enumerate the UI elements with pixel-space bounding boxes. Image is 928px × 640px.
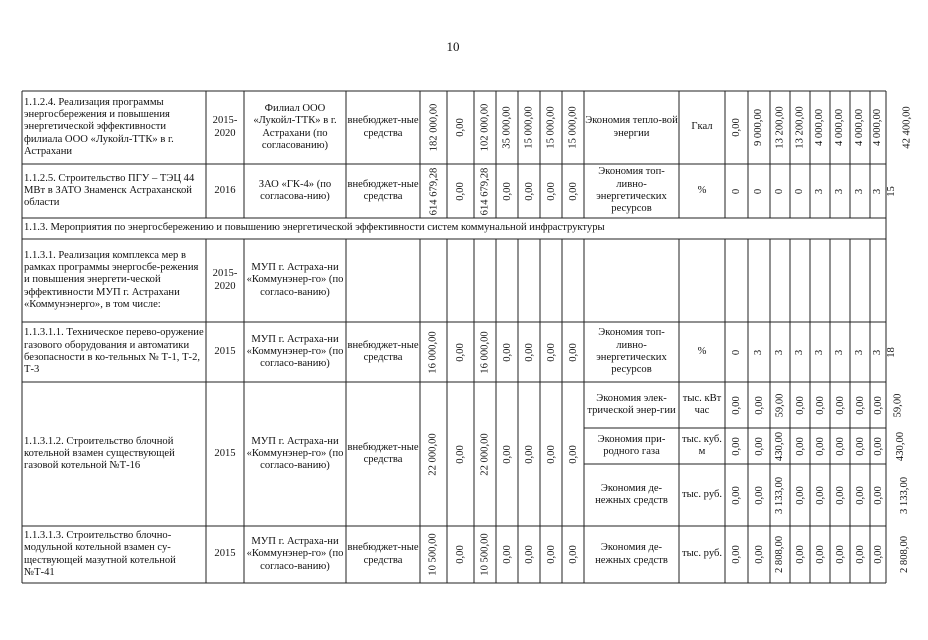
indicator-value-text: 4 000,00 — [872, 108, 884, 147]
funding-amount — [447, 91, 474, 164]
indicator-value — [810, 164, 830, 218]
indicator-unit: тыс. руб. — [681, 548, 723, 560]
indicator-value-text: 4 000,00 — [834, 108, 846, 147]
indicator-value-text: 3 — [814, 349, 826, 355]
indicator-value-text: 0 — [794, 188, 806, 194]
indicator-value — [830, 164, 850, 218]
indicator-unit: % — [697, 184, 707, 196]
indicator-value — [850, 322, 870, 382]
indicator-value-text: 430,00 — [895, 431, 907, 461]
funding-amount-text: 16 000,00 — [428, 330, 439, 374]
funding-source: внебюджет-ные средства — [347, 339, 419, 363]
funding-amount-text: 0,00 — [567, 545, 579, 564]
funding-amount — [540, 382, 562, 526]
funding-amount-text: 0,00 — [454, 181, 466, 201]
funding-amount — [562, 164, 584, 218]
funding-amount-text: 35 000,00 — [501, 106, 513, 149]
indicator-value — [886, 164, 897, 218]
indicator-value-text: 0,00 — [814, 395, 826, 415]
funding-amount-text: 15 000,00 — [545, 106, 557, 149]
funding-amount — [518, 526, 540, 583]
indicator-value — [886, 91, 928, 164]
indicator-value — [770, 164, 790, 218]
funding-amount-text: 15 000,00 — [567, 106, 579, 149]
indicator-name: Экономия топ-ливно-энергетических ресурсов — [596, 327, 667, 376]
section-heading: 1.1.3. Мероприятия по энергосбережению и повышению энергетической эффективности систем коммунальной инфраструктуры — [24, 222, 605, 234]
indicator-value-text: 0 — [730, 349, 742, 355]
funding-amount — [420, 91, 447, 164]
funding-amount — [562, 91, 584, 164]
indicator-value — [886, 322, 897, 382]
indicator-value-text: 430,00 — [774, 431, 786, 461]
funding-amount — [420, 322, 447, 382]
indicator-value-text: 0,00 — [814, 545, 826, 564]
funding-amount-text: 0,00 — [454, 545, 466, 564]
measure-period: 2015 — [214, 345, 236, 357]
indicator-value — [886, 526, 923, 583]
indicator-value — [790, 464, 810, 526]
measure-executor: МУП г. Астраха-ни «Коммунэнер-го» (по согласо-ванию) — [246, 435, 344, 472]
indicator-value-text: 0 — [730, 188, 742, 194]
indicator-value — [810, 382, 830, 428]
indicator-value-text: 4 000,00 — [814, 108, 826, 147]
indicator-value-text: 0,00 — [834, 545, 846, 564]
indicator-value-text: 0,00 — [794, 485, 806, 505]
indicator-value — [790, 428, 810, 464]
funding-amount-text: 614 679,28 — [428, 167, 440, 215]
funding-amount-text: 0,00 — [545, 342, 557, 362]
indicator-value-text: 2 808,00 — [899, 535, 911, 574]
measure-name: 1.1.3.1.2. Строительство блочной котельной взамен существующей газовой котельной №Т-16 — [24, 435, 175, 472]
funding-amount-text: 10 500,00 — [428, 533, 439, 576]
indicator-value — [870, 428, 886, 464]
indicator-value — [850, 464, 870, 526]
indicator-value-text: 0 — [753, 188, 765, 194]
funding-amount — [496, 382, 518, 526]
indicator-value-text: 0,00 — [730, 395, 742, 415]
indicator-value — [748, 526, 770, 583]
funding-source: внебюджет-ные средства — [347, 115, 419, 139]
indicator-value — [870, 91, 886, 164]
indicator-value — [770, 526, 790, 583]
indicator-value — [870, 164, 886, 218]
indicator-value — [886, 382, 910, 428]
indicator-value — [770, 382, 790, 428]
indicator-value-text: 3 — [774, 349, 786, 355]
measure-period: 2015 — [214, 548, 236, 560]
indicator-value — [850, 382, 870, 428]
indicator-value-text: 0,00 — [854, 395, 866, 415]
indicator-value — [748, 382, 770, 428]
funding-amount — [518, 382, 540, 526]
indicator-value — [790, 322, 810, 382]
funding-amount — [562, 322, 584, 382]
indicator-value — [870, 382, 886, 428]
funding-amount-text: 0,00 — [523, 181, 535, 201]
funding-amount — [420, 382, 447, 526]
indicator-value-text: 0,00 — [730, 436, 742, 456]
indicator-value — [850, 164, 870, 218]
indicator-value — [748, 164, 770, 218]
funding-source: внебюджет-ные средства — [347, 178, 419, 202]
funding-amount — [540, 526, 562, 583]
indicator-value-text: 0,00 — [730, 485, 742, 505]
funding-source: внебюджет-ные средства — [347, 441, 419, 465]
funding-amount-text: 0,00 — [523, 444, 535, 464]
indicator-value-text: 0,00 — [753, 485, 765, 505]
funding-amount-text: 0,00 — [545, 444, 557, 464]
indicator-value-text: 3 133,00 — [899, 476, 911, 514]
funding-amount-text: 0,00 — [454, 444, 466, 464]
measure-name: 1.1.2.4. Реализация программы энергосбережения и повышения энергетической эффективности филиала ООО «Лукойл-ТТК» в г. Астрахани — [24, 96, 174, 157]
indicator-unit: тыс. руб. — [681, 488, 723, 500]
indicator-value — [790, 526, 810, 583]
indicator-name: Экономия де-нежных средств — [595, 542, 668, 566]
indicator-unit: тыс. кВт час — [682, 392, 722, 416]
indicator-value-text: 0,00 — [814, 436, 826, 456]
indicator-value-text: 2 808,00 — [774, 535, 786, 574]
indicator-value-text: 0,00 — [814, 485, 826, 505]
indicator-value-text: 3 — [834, 188, 846, 194]
indicator-value — [770, 91, 790, 164]
funding-amount — [540, 164, 562, 218]
indicator-value — [810, 526, 830, 583]
indicator-value-text: 3 — [854, 188, 866, 194]
indicator-value — [886, 464, 923, 526]
funding-amount — [540, 322, 562, 382]
indicator-value-text: 3 — [814, 188, 826, 194]
indicator-value-text: 3 — [794, 349, 806, 355]
funding-amount — [420, 164, 447, 218]
indicator-value-text: 42 400,00 — [901, 106, 913, 149]
funding-amount-text: 10 500,00 — [479, 533, 491, 576]
funding-amount — [562, 382, 584, 526]
funding-amount-text: 182 000,00 — [428, 103, 440, 152]
measure-period: 2015 — [214, 447, 236, 459]
indicator-value-text: 0,00 — [794, 395, 806, 415]
indicator-value — [748, 91, 770, 164]
measure-period: 2016 — [214, 184, 236, 196]
indicator-value-text: 0,00 — [854, 436, 866, 456]
indicator-value-text: 0,00 — [753, 395, 765, 415]
indicator-value — [830, 322, 850, 382]
funding-amount-text: 0,00 — [501, 181, 513, 201]
funding-amount-text: 0,00 — [545, 545, 557, 564]
indicator-value-text: 13 200,00 — [794, 106, 806, 149]
indicator-value-text: 3 — [834, 349, 846, 355]
indicator-value-text: 18 — [885, 346, 897, 358]
indicator-value-text: 15 — [885, 185, 897, 197]
indicator-value — [830, 382, 850, 428]
funding-amount — [474, 164, 496, 218]
funding-amount — [518, 164, 540, 218]
indicator-value-text: 3 — [854, 349, 866, 355]
indicator-value-text: 0,00 — [834, 436, 846, 456]
page-number: 10 — [446, 39, 460, 54]
indicator-value — [748, 464, 770, 526]
funding-amount — [447, 164, 474, 218]
indicator-value — [886, 428, 915, 464]
measure-executor: Филиал ООО «Лукойл-ТТК» в г. Астрахани (по согласованию) — [253, 102, 337, 151]
funding-amount — [562, 526, 584, 583]
funding-amount — [518, 91, 540, 164]
indicator-value-text: 0,00 — [794, 545, 806, 564]
indicator-value-text: 0,00 — [854, 545, 866, 564]
indicator-value — [748, 428, 770, 464]
indicator-value — [725, 322, 748, 382]
funding-amount-text: 0,00 — [501, 444, 513, 464]
funding-amount — [518, 322, 540, 382]
measure-executor: МУП г. Астраха-ни «Коммунэнер-го» (по согласо-ванию) — [246, 536, 344, 572]
funding-amount-text: 16 000,00 — [479, 330, 491, 374]
funding-amount-text: 0,00 — [567, 181, 579, 201]
measure-executor: ЗАО «ГК-4» (по согласова-нию) — [258, 178, 332, 202]
indicator-value — [790, 382, 810, 428]
indicator-value — [790, 91, 810, 164]
indicator-value — [810, 428, 830, 464]
indicator-value-text: 13 200,00 — [774, 106, 786, 149]
funding-amount — [447, 526, 474, 583]
measure-period: 2015-2020 — [212, 115, 238, 139]
indicator-name: Экономия при-родного газа — [597, 433, 666, 457]
funding-amount-text: 15 000,00 — [523, 106, 535, 149]
indicator-value-text: 0,00 — [753, 436, 765, 456]
indicator-value — [830, 526, 850, 583]
funding-amount-text: 0,00 — [523, 545, 535, 564]
indicator-unit: тыс. куб. м — [682, 433, 722, 457]
indicator-value — [870, 526, 886, 583]
indicator-value-text: 0,00 — [872, 395, 884, 415]
indicator-value — [770, 428, 790, 464]
funding-amount-text: 0,00 — [501, 342, 513, 362]
measure-name: 1.1.2.5. Строительство ПГУ – ТЭЦ 44 МВт в ЗАТО Знаменск Астраханской области — [24, 172, 195, 209]
indicator-value-text: 0,00 — [794, 436, 806, 456]
funding-amount — [496, 322, 518, 382]
indicator-value-text: 0,00 — [834, 395, 846, 415]
funding-amount — [496, 91, 518, 164]
indicator-value-text: 3 133,00 — [774, 476, 786, 514]
indicator-value-text: 0,00 — [730, 545, 742, 564]
indicator-name: Экономия де-нежных средств — [595, 482, 668, 506]
measure-name: 1.1.3.1. Реализация комплекса мер в рамках программы энергосбе-режения и повышения энергети-ческой эффективности МУП г. Астрахани «Коммунэнерго», в том числе: — [24, 249, 199, 310]
funding-amount — [447, 322, 474, 382]
funding-amount-text: 0,00 — [501, 545, 513, 564]
funding-amount-text: 0,00 — [545, 181, 557, 201]
indicator-value — [790, 164, 810, 218]
funding-amount — [540, 91, 562, 164]
indicator-value — [725, 164, 748, 218]
funding-amount-text: 0,00 — [567, 444, 579, 464]
indicator-value — [830, 428, 850, 464]
indicator-value — [725, 91, 748, 164]
funding-amount-text: 614 679,28 — [479, 167, 491, 215]
indicator-value-text: 3 — [872, 188, 884, 194]
funding-amount-text: 0,00 — [454, 342, 466, 362]
indicator-value — [725, 526, 748, 583]
funding-amount — [496, 164, 518, 218]
indicator-value — [850, 91, 870, 164]
funding-amount — [474, 526, 496, 583]
indicator-value-text: 0,00 — [854, 485, 866, 505]
indicator-value — [748, 322, 770, 382]
indicator-value-text: 59,00 — [892, 393, 904, 417]
indicator-value-text: 0,00 — [753, 545, 765, 564]
indicator-value-text: 0,00 — [872, 436, 884, 456]
indicator-value — [725, 382, 748, 428]
indicator-value — [770, 464, 790, 526]
indicator-value-text: 4 000,00 — [854, 108, 866, 147]
funding-amount — [474, 382, 496, 526]
indicator-value — [810, 322, 830, 382]
funding-amount — [496, 526, 518, 583]
funding-source: внебюджет-ные средства — [347, 542, 419, 566]
funding-amount — [474, 322, 496, 382]
funding-amount — [447, 382, 474, 526]
indicator-value — [725, 428, 748, 464]
funding-amount-text: 0,00 — [567, 342, 579, 362]
indicator-value — [810, 464, 830, 526]
measure-period: 2015-2020 — [212, 268, 238, 292]
indicator-value-text: 0,00 — [730, 118, 742, 137]
indicator-value-text: 0,00 — [834, 485, 846, 505]
funding-amount-text: 22 000,00 — [479, 432, 491, 476]
indicator-value — [810, 91, 830, 164]
funding-amount-text: 0,00 — [523, 342, 535, 362]
indicator-value-text: 0 — [774, 188, 786, 194]
indicator-value — [850, 526, 870, 583]
indicator-unit: Гкал — [691, 121, 713, 133]
funding-amount — [474, 91, 496, 164]
indicator-name: Экономия элек-трической энер-гии — [587, 392, 676, 416]
measure-executor: МУП г. Астраха-ни «Коммунэнер-го» (по согласо-ванию) — [246, 333, 344, 370]
indicator-value — [870, 464, 886, 526]
indicator-value — [830, 464, 850, 526]
funding-amount — [420, 526, 447, 583]
indicator-value-text: 0,00 — [872, 485, 884, 505]
indicator-value — [725, 464, 748, 526]
indicator-value — [770, 322, 790, 382]
measure-executor: МУП г. Астраха-ни «Коммунэнер-го» (по согласо-ванию) — [246, 262, 344, 298]
measure-name: 1.1.3.1.1. Техническое перево-оружение газового оборудования и автоматики безопасности в ко-тельных № Т-1, Т-2, Т-3 — [24, 327, 204, 376]
measure-name: 1.1.3.1.3. Строительство блочно-модульной котельной взамен су-ществующей мазутной котельной №Т-41 — [24, 529, 176, 578]
funding-amount-text: 102 000,00 — [479, 103, 491, 152]
funding-amount-text: 22 000,00 — [428, 432, 439, 476]
indicator-name: Экономия тепло-вой энергии — [585, 115, 678, 139]
indicator-value — [870, 322, 886, 382]
indicator-value-text: 59,00 — [774, 393, 786, 417]
indicator-name: Экономия топ-ливно-энергетических ресурсов — [596, 166, 667, 215]
indicator-value — [830, 91, 850, 164]
indicator-unit: % — [697, 345, 707, 357]
indicator-value-text: 9 000,00 — [753, 108, 765, 147]
indicator-value-text: 3 — [753, 349, 765, 355]
indicator-value — [850, 428, 870, 464]
indicator-value-text: 0,00 — [872, 545, 884, 564]
indicator-value-text: 3 — [872, 349, 884, 355]
funding-amount-text: 0,00 — [454, 118, 466, 137]
